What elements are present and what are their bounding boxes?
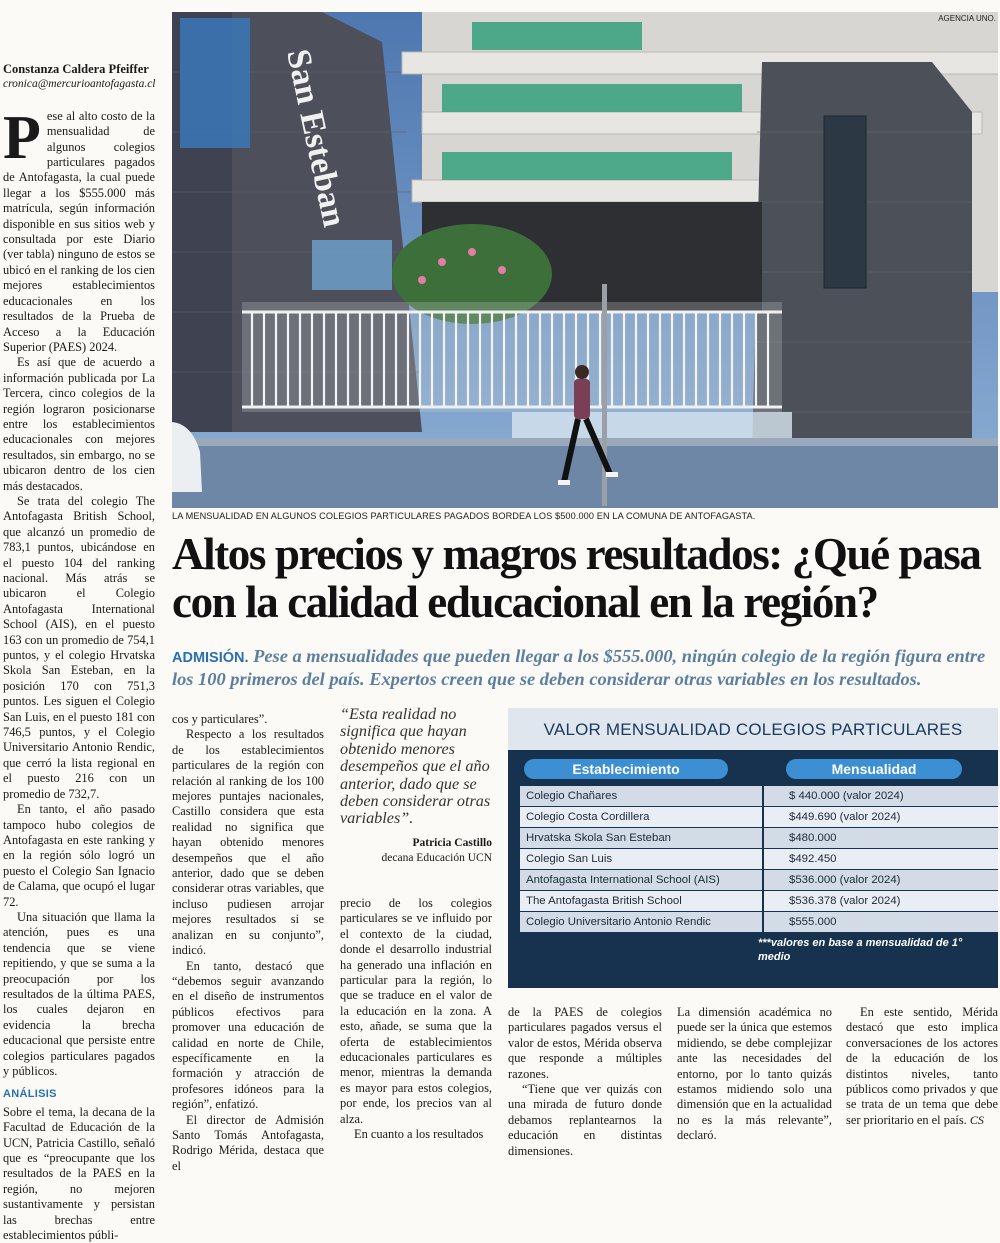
- school-name: The Antofagasta British School: [520, 891, 762, 911]
- author-initials: CS: [969, 1112, 984, 1127]
- paragraph: Respecto a los resultados de los establecimientos particulares de la región con relación al ranking de los 100 mejores puntajes nacionales, Castillo considera que esta realidad no significa que hayan obtenido menores desempeños que el año anterior, dado que se deben considerar otras variables, que incluso pudiesen arrojar mejores resultados si se analizan en su conjunto”, indicó.: [172, 727, 324, 958]
- column-3: [340, 896, 492, 1143]
- paragraph: Sobre el tema, la decana de la Facultad de Educación de la UCN, Patricia Castillo, señaló que es “preocupante que los resultados de la PAES en la región, no mejoren sustantivamente y persistan las brechas entre establecimientos públi-: [3, 1104, 155, 1243]
- author-email[interactable]: cronica@mercurioantofagasta.cl: [3, 78, 156, 91]
- building-sign: San Esteban: [279, 45, 353, 231]
- paragraph: Una situación que llama la atención, pues es una tendencia que se viene repitiendo, y que se suma a la preocupación por los resultados de la última PAES, los cuales dejaron en evidencia la brecha educacional que persiste entre colegios particulares pagados y públicos.: [3, 909, 155, 1078]
- table-footnote: ***valores en base a mensualidad de 1° medio: [758, 937, 963, 963]
- school-fee: $480.000: [764, 828, 998, 848]
- paragraph: El director de Admisión Santo Tomás Antofagasta, Rodrigo Mérida, destaca que el: [172, 1112, 324, 1173]
- school-fee: $555.000: [764, 912, 998, 932]
- table-row: [520, 849, 998, 870]
- school-name: Colegio Universitario Antonio Rendic: [520, 912, 762, 932]
- lead-paragraph: [172, 646, 998, 690]
- table-title: VALOR MENSUALIDAD COLEGIOS PARTICULARES: [508, 708, 998, 750]
- table-row: [520, 891, 998, 912]
- paragraph: cos y particulares”.: [172, 712, 268, 726]
- column-1: [3, 62, 155, 1243]
- drop-cap: P: [3, 103, 41, 172]
- section-heading: ANÁLISIS: [3, 1088, 57, 1101]
- paragraph: La dimensión académica no puede ser la única que estemos midiendo, se debe complejizar ante las necesidades del entorno, por lo tanto quizás estamos midiendo solo una dimensión que en la actualidad no es la más relevante”, declaró.: [677, 1005, 832, 1143]
- table-row: [520, 828, 998, 849]
- paragraph: En cuanto a los resultados: [354, 1127, 484, 1142]
- table-header-school: Establecimiento: [524, 759, 728, 779]
- paragraph: En tanto, el año pasado tampoco hubo colegios de Antofagasta en este ranking y en la región sólo logró un puesto el Colegio San Ignacio de Calama, que ocupó el lugar 72.: [3, 802, 155, 909]
- column-6: [846, 1005, 998, 1128]
- column-5: [677, 1005, 832, 1144]
- paragraph: precio de los colegios particulares se ve influido por el contexto de la ciudad, donde el desarrollo industrial ha generado una inflación en particular para la región, lo que se traduce en el valor de la educación en la zona. A esto, añade, se suma que la oferta de establecimientos educacionales particulares es menor, mientras la demanda es mayor para estos colegios, por ende, los precios van al alza.: [340, 896, 492, 1126]
- table-row: [520, 912, 998, 933]
- table-row: [520, 870, 998, 891]
- photo-caption: LA MENSUALIDAD EN ALGUNOS COLEGIOS PARTICULARES PAGADOS BORDEA LOS $500.000 EN LA COMUNA DE ANTOFAGASTA.: [172, 511, 756, 521]
- school-fee: $492.450: [764, 849, 998, 869]
- paragraph: de la PAES de colegios particulares pagados versus el valor de estos, Mérida observa que responde a múltiples razones.: [508, 1005, 662, 1081]
- school-name: Hrvatska Skola San Esteban: [520, 828, 762, 848]
- lead-text: Pese a mensualidades que pueden llegar a los $555.000, ningún colegio de la región figura entre los 100 primeros del país. Expertos creen que se deben considerar otras variables en los resultados.: [172, 646, 986, 689]
- window: [180, 18, 250, 148]
- lead-kicker: ADMISIÓN.: [172, 650, 249, 666]
- school-fee: $536.000 (valor 2024): [764, 870, 998, 890]
- column-2: [172, 712, 324, 1174]
- window: [312, 240, 392, 290]
- paragraph: Es así que de acuerdo a información publicada por La Tercera, cinco colegios de la región lograron posicionarse entre los establecimientos educacionales con mejores resultados, sin embargo, no se ubicaron dentro de los cien más destacados.: [3, 355, 155, 493]
- school-fee: $536.378 (valor 2024): [764, 891, 998, 911]
- quote-author: Patricia Castillo: [412, 837, 492, 849]
- paragraph: Pese al alto costo de la mensualidad de algunos colegios particulares pagados de Antofagasta, la cual puede llegar a los $555.000 más matrícula, según información disponible en sus sitios web y consultada por este Diario (ver tabla) ninguno de estos se ubicó en el ranking de los cien mejores establecimientos educacionales en los resultados de la Prueba de Acceso a la Educación Superior (PAES) 2024.: [3, 103, 155, 354]
- photo-credit: AGENCIA UNO.: [938, 14, 996, 23]
- school-name: Colegio San Luis: [520, 849, 762, 869]
- school-name: Colegio Costa Cordillera: [520, 807, 762, 827]
- table-header-fee: Mensualidad: [786, 759, 962, 779]
- paragraph: Se trata del colegio The Antofagasta British School, que alcanzó un promedio de 783,1 puntos, ubicándose en el puesto 104 del ranking nacional. Más atrás se ubicaron el Colegio Antofagasta International School (AIS), en el puesto 163 con un promedio de 754,1 puntos, y el colegio Hrvatska Skola San Esteban, en la posición 170 con 751,3 puntos. Les siguen el Colegio San Luis, en el puesto 181 con 746,5 puntos, y el Colegio Universitario Antonio Rendic, que cerró la lista regional en el puesto 216 con un promedio de 732,7.: [3, 493, 155, 801]
- quote-role: decana Educación UCN: [381, 852, 492, 864]
- school-name: Antofagasta International School (AIS): [520, 870, 762, 890]
- paragraph: En este sentido, Mérida destacó que esto implica conversaciones de los actores de la educación de los distintos niveles, tanto públicos como privados y que se trata de un tema que debe ser prioritario en el país. CS: [846, 1005, 998, 1127]
- fees-table: [508, 708, 998, 988]
- school-fee: $ 440.000 (valor 2024): [764, 786, 998, 806]
- pull-quote: “Esta realidad no significa que hayan obtenido menores desempeños que el año anterior, dado que se deben considerar otras variables”.: [340, 705, 491, 828]
- news-photo: [172, 12, 998, 508]
- table-row: [520, 807, 998, 828]
- headline: Altos precios y magros resultados: ¿Qué pasa con la calidad educacional en la región?: [172, 529, 981, 627]
- school-fee: $449.690 (valor 2024): [764, 807, 998, 827]
- school-building-illustration: [172, 12, 998, 508]
- paragraph: “Tiene que ver quizás con una mirada de futuro donde debamos replantearnos la educación en distintas dimensiones.: [508, 1082, 662, 1158]
- school-name: Colegio Chañares: [520, 786, 762, 806]
- table-row: [520, 786, 998, 807]
- author-name: Constanza Caldera Pfeiffer: [3, 62, 149, 76]
- column-4: [508, 1005, 662, 1159]
- paragraph: En tanto, destacó que “debemos seguir avanzando en el diseño de instrumentos públicos efectivos para promover una educación de calidad en norte de Chile, específicamente en la formación y atracción de profesores idóneos para la región”, enfatizó.: [172, 958, 324, 1112]
- quote-attribution: [340, 836, 492, 866]
